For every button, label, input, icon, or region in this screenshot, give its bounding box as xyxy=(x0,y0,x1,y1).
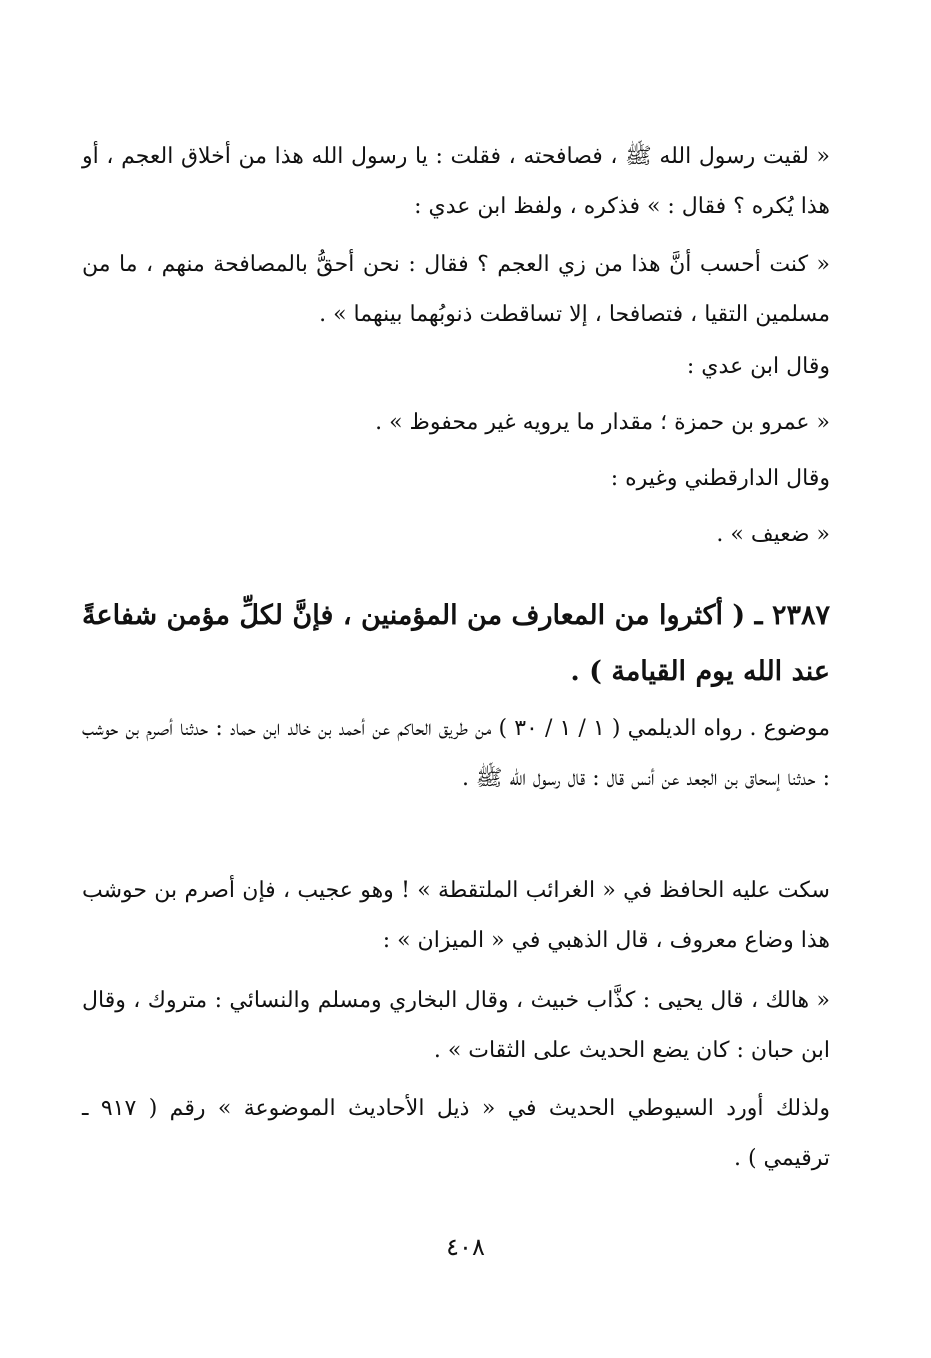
paragraph-hadith-quote-continued: « لقيت رسول الله ﷺ ، فصافحته ، فقلت : يا رسول الله هذا من أخلاق العجم ، أو هذا يُكره ؟ فقال : » فذكره ، ولفظ ابن عدي : xyxy=(82,144,830,219)
paragraph-ibn-adi-said: وقال ابن عدي : xyxy=(686,354,830,379)
paragraph-daraqutni-said: وقال الدارقطني وغيره : xyxy=(610,466,830,491)
paragraph-suyuti-reference: ولذلك أورد السيوطي الحديث في « ذيل الأحاديث الموضوعة » رقم ( ٩١٧ ـ ترقيمي ) . xyxy=(82,1096,830,1171)
paragraph-fabricated-grading: موضوع . رواه الديلمي ( ١ / ١ / ٣٠ ) من طريق الحاكم عن أحمد بن خالد ابن حماد : حدثنا أصرم بن حوشب : حدثنا إسحاق بن الجعد عن أنس قال : قال رسول الله ﷺ . xyxy=(82,716,830,791)
paragraph-dhahabi-quote: « هالك ، قال يحيى : كذَّاب خبيث ، وقال البخاري ومسلم والنسائي : متروك ، وقال ابن حبان : كان يضع الحديث على الثقات » . xyxy=(82,988,830,1063)
hadith-heading-2387: ٢٣٨٧ ـ ( أكثروا من المعارف من المؤمنين ، فإنَّ لكلِّ مؤمن شفاعةً عند الله يوم القيامة ) . xyxy=(82,600,830,687)
paragraph-amr-ibn-hamza: « عمرو بن حمزة ؛ مقدار ما يرويه غير محفوظ » . xyxy=(375,410,830,435)
paragraph-hafiz-silence: سكت عليه الحافظ في « الغرائب الملتقطة » ! وهو عجيب ، فإن أصرم بن حوشب هذا وضاع معروف ، قال الذهبي في « الميزان » : xyxy=(82,878,830,953)
paragraph-ibn-adi-wording: « كنت أحسب أنَّ هذا من زي العجم ؟ فقال : نحن أحقُّ بالمصافحة منهم ، ما من مسلمين التقيا ، فتصافحا ، إلا تساقطت ذنوبُهما بينهما » . xyxy=(82,252,830,327)
page-number: ٤٠٨ xyxy=(446,1233,485,1261)
paragraph-weak-verdict: « ضعيف » . xyxy=(716,522,830,547)
